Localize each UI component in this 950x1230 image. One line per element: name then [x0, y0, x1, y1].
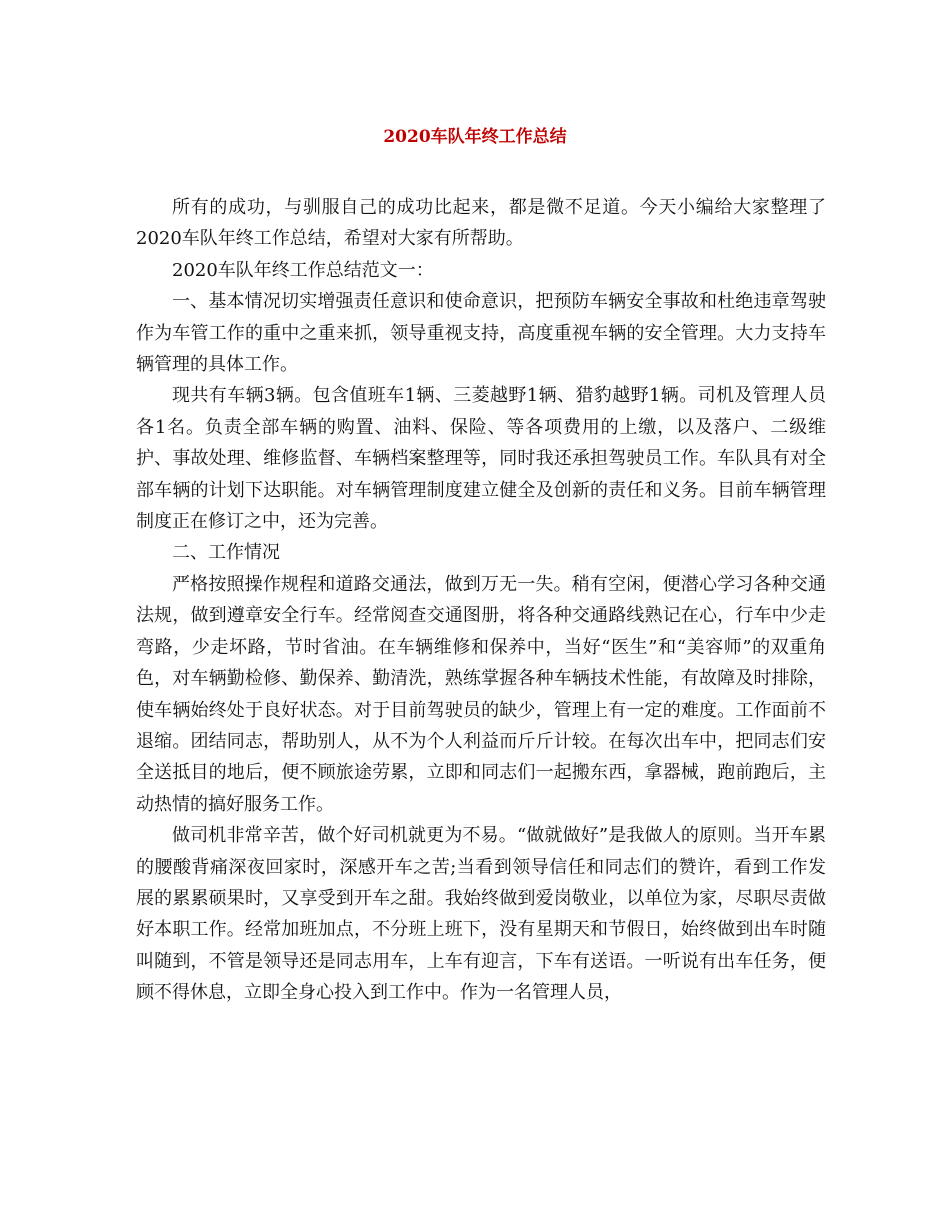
- document-body: [136, 192, 826, 1009]
- paragraph-basic-situation: 一、基本情况切实增强责任意识和使命意识，把预防车辆安全事故和杜绝违章驾驶作为车管工作的重中之重来抓，领导重视支持，高度重视车辆的安全管理。大力支持车辆管理的具体工作。: [136, 291, 826, 376]
- paragraph-sample-heading: 2020车队年终工作总结范文一：: [172, 259, 434, 281]
- paragraph-intro: 所有的成功，与驯服自己的成功比起来，都是微不足道。今天小编给大家整理了2020车队年终工作总结，希望对大家有所帮助。: [136, 197, 826, 250]
- paragraph-vehicles: 现共有车辆3辆。包含值班车1辆、三菱越野1辆、猎豹越野1辆。司机及管理人员各1名。负责全部车辆的购置、油料、保险、等各项费用的上缴，以及落户、二级维护、事故处理、维修监督、车辆档案整理等，同时我还承担驾驶员工作。车队具有对全部车辆的计划下达职能。对车辆管理制度建立健全及创新的责任和义务。目前车辆管理制度正在修订之中，还为完善。: [136, 385, 826, 533]
- paragraph-driver-reflection: 做司机非常辛苦，做个好司机就更为不易。“做就做好”是我做人的原则。当开车累的腰酸背痛深夜回家时，深感开车之苦;当看到领导信任和同志们的赞许，看到工作发展的累累硕果时，又享受到开车之甜。我始终做到爱岗敬业，以单位为家，尽职尽责做好本职工作。经常加班加点，不分班上班下，没有星期天和节假日，始终做到出车时随叫随到，不管是领导还是同志用车，上车有迎言，下车有送语。一听说有出车任务，便顾不得休息，立即全身心投入到工作中。作为一名管理人员，: [136, 825, 826, 1004]
- document-title: 2020车队年终工作总结: [383, 127, 567, 147]
- paragraph-section-two-heading: 二、工作情况: [172, 542, 280, 564]
- paragraph-work-situation: 严格按照操作规程和道路交通法，做到万无一失。稍有空闲，便潜心学习各种交通法规，做到遵章安全行车。经常阅查交通图册，将各种交通路线熟记在心，行车中少走弯路，少走坏路，节时省油。在车辆维修和保养中，当好“医生”和“美容师”的双重角色，对车辆勤检修、勤保养、勤清洗，熟练掌握各种车辆技术性能，有故障及时排除，使车辆始终处于良好状态。对于目前驾驶员的缺少，管理上有一定的难度。工作面前不退缩。团结同志，帮助别人，从不为个人利益而斤斤计较。在每次出车中，把同志们安全送抵目的地后，便不顾旅途劳累，立即和同志们一起搬东西，拿器械，跑前跑后，主动热情的搞好服务工作。: [136, 573, 826, 815]
